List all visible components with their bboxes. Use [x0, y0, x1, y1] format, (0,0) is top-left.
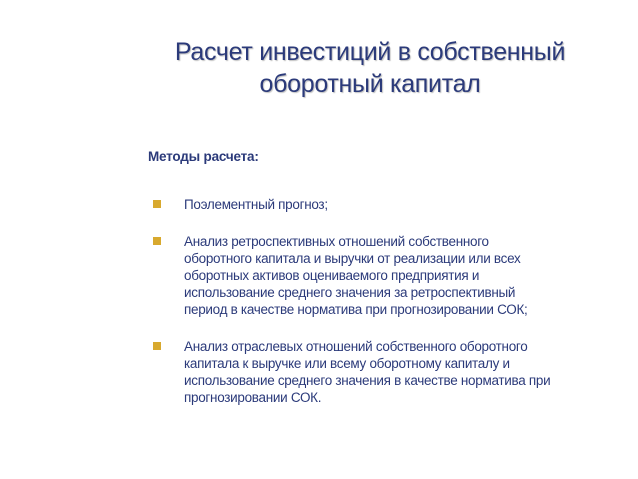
square-bullet-icon: [153, 237, 161, 245]
bullet-2-line-4: использование среднего значения за ретроспективный: [184, 285, 516, 300]
methods-list-item-1: [150, 196, 610, 213]
methods-list-item-2: [150, 233, 610, 318]
square-bullet-icon: [153, 342, 161, 350]
slide-title: [150, 36, 590, 100]
methods-heading: Методы расчета:: [148, 149, 259, 164]
bullet-3-line-3: использование среднего значения в качестве норматива при: [184, 373, 551, 388]
bullet-2-line-2: оборотного капитала и выручки от реализации или всех: [184, 251, 521, 266]
slide-title-line-1: Расчет инвестиций в собственный: [174, 38, 566, 66]
square-bullet-icon: [153, 200, 161, 208]
bullet-3-line-2: капитала к выручке или всему оборотному капиталу и: [184, 356, 510, 371]
bullet-2-line-5: период в качестве норматива при прогнозировании СОК;: [184, 302, 528, 317]
bullet-1-line-1: Поэлементный прогноз;: [184, 197, 328, 212]
methods-list: [150, 196, 610, 406]
bullet-3-line-4: прогнозировании СОК.: [184, 390, 322, 405]
bullet-3-line-1: Анализ отраслевых отношений собственного оборотного: [184, 339, 528, 354]
bullet-2-line-3: оборотных активов оцениваемого предприятия и: [184, 268, 480, 283]
bullet-2-line-1: Анализ ретроспективных отношений собственного: [184, 234, 489, 249]
methods-list-item-3: [150, 338, 610, 406]
slide-title-line-2: оборотный капитал: [259, 70, 481, 98]
